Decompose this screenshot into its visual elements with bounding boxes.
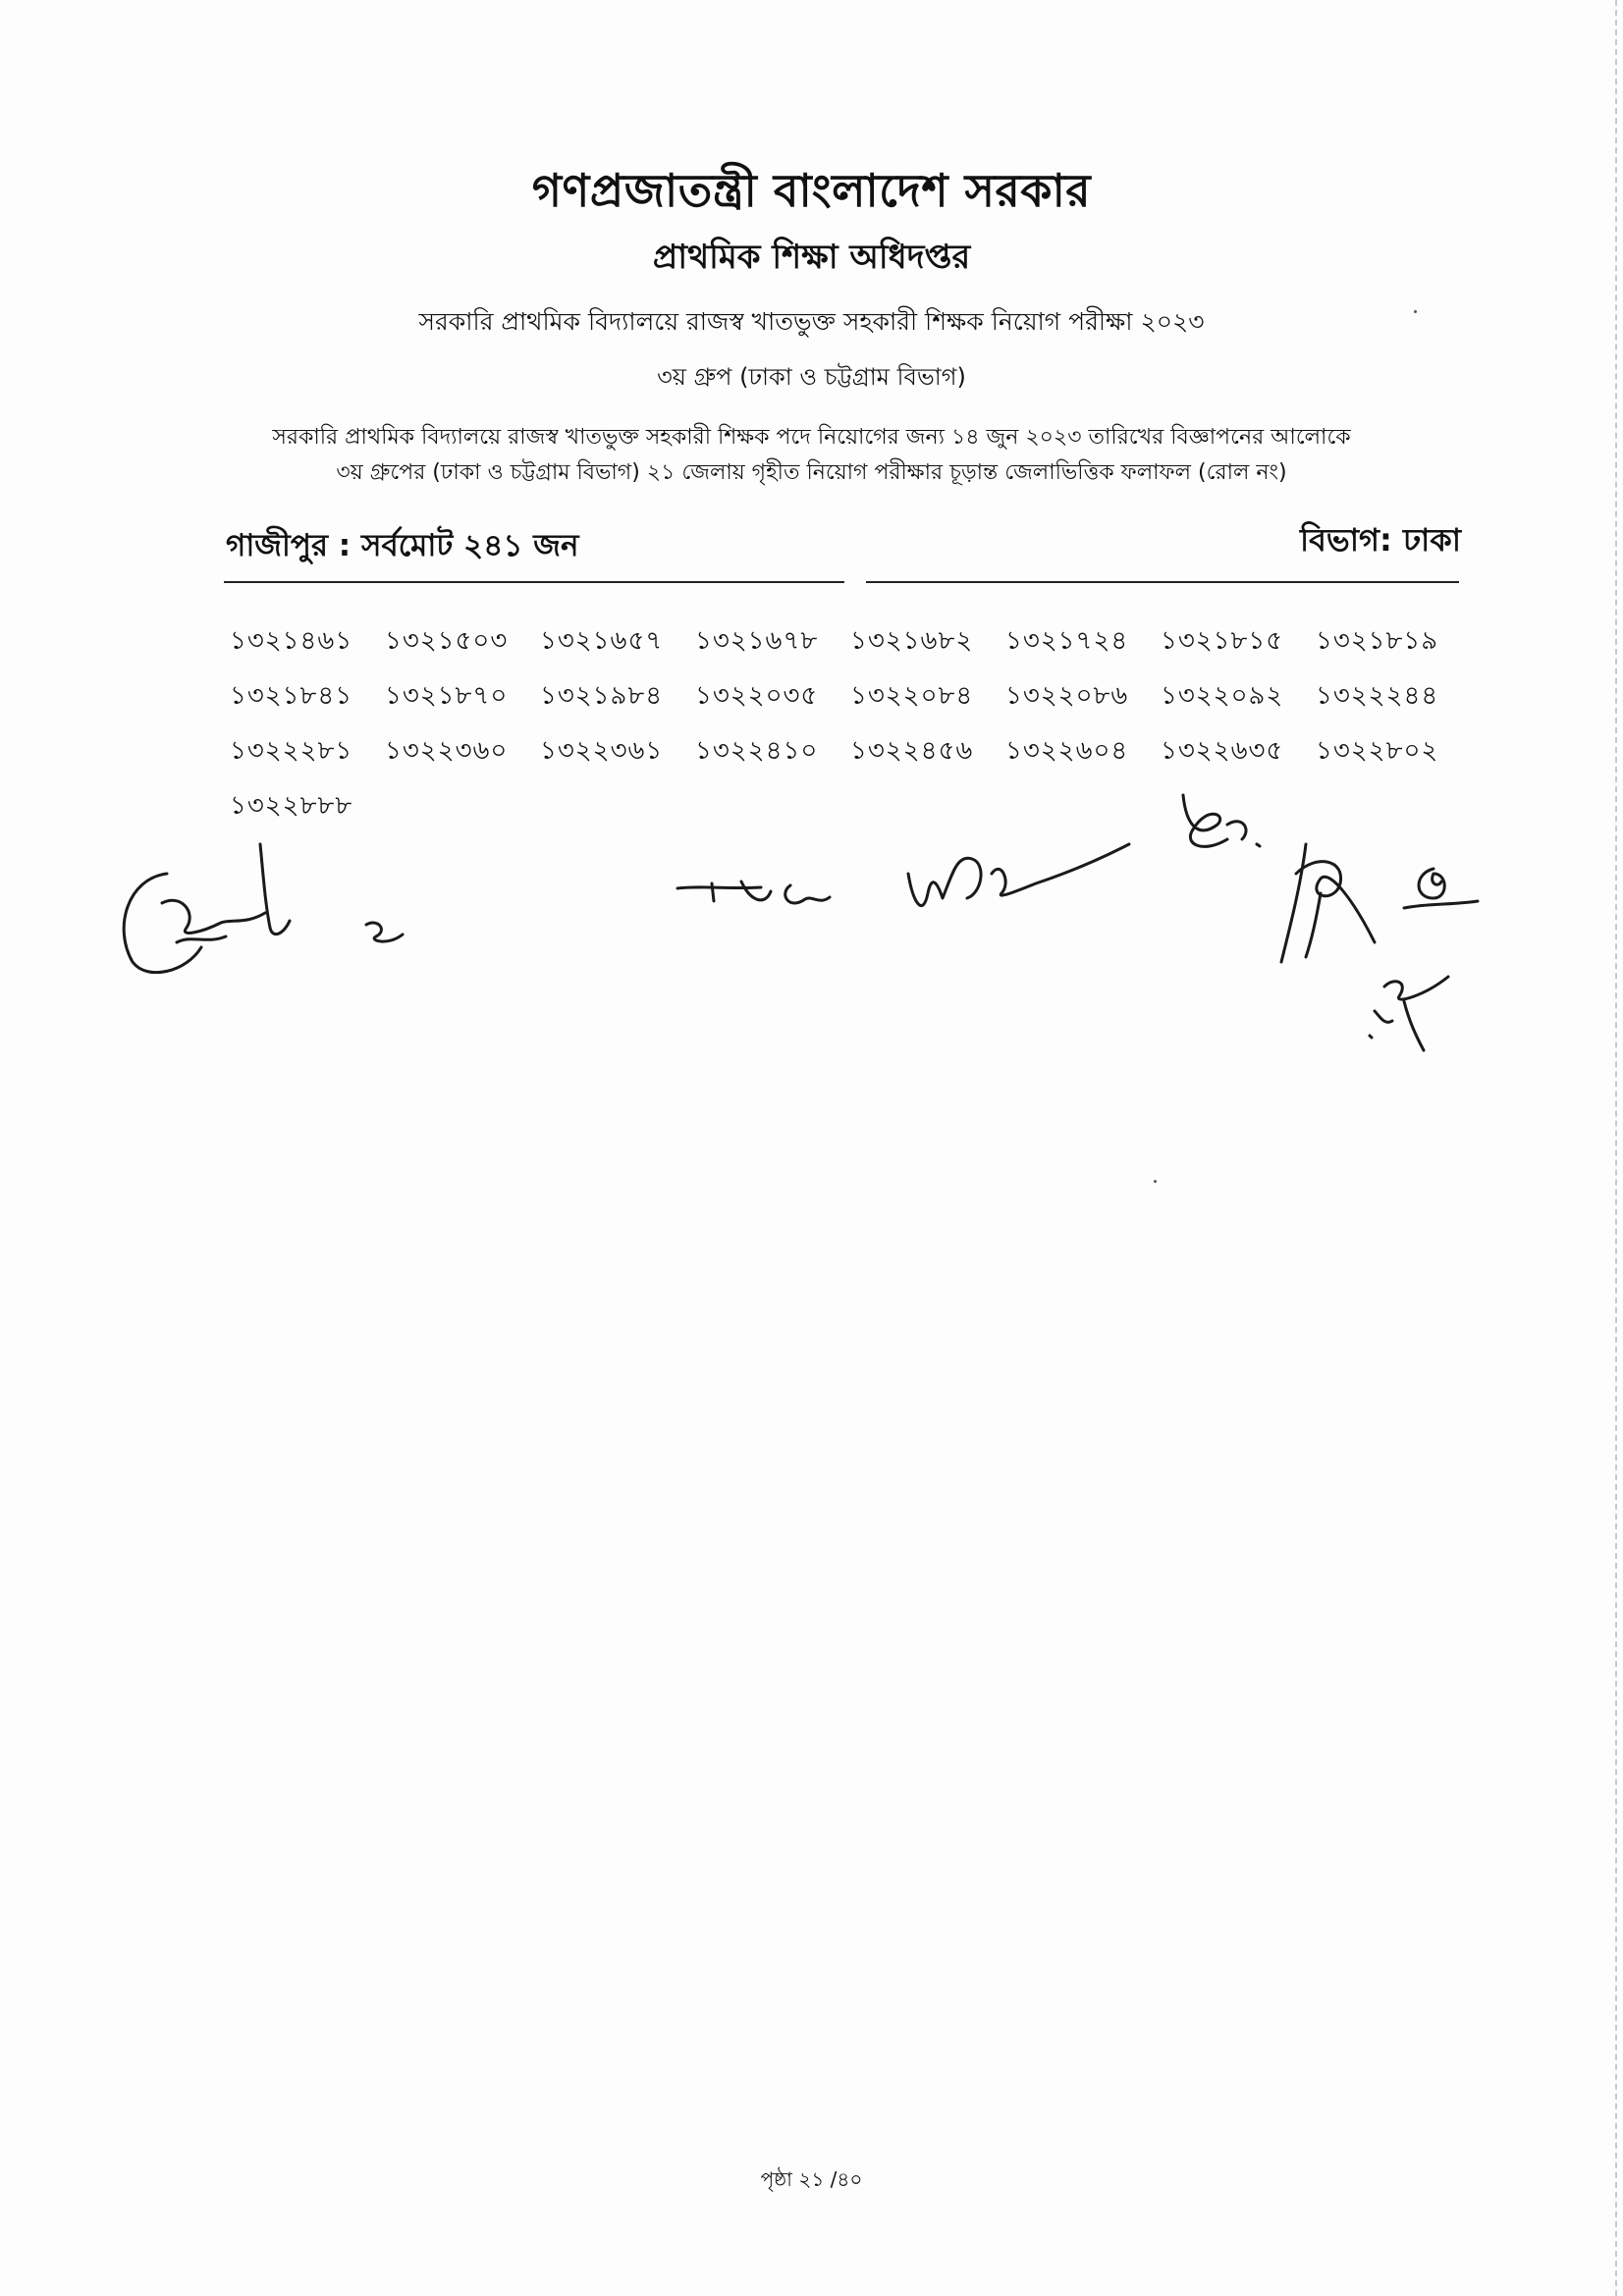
exam-title: সরকারি প্রাথমিক বিদ্যালয়ে রাজস্ব খাতভুক্ত সহকারী শিক্ষক নিয়োগ পরীক্ষা ২০২৩ bbox=[418, 307, 1205, 336]
roll-number: ১৩২২০৯২ bbox=[1161, 681, 1284, 711]
signature-3 bbox=[673, 864, 839, 933]
directorate-title: প্রাথমিক শিক্ষা অধিদপ্তর bbox=[652, 238, 971, 277]
scan-speck bbox=[1154, 1180, 1157, 1183]
division-heading: বিভাগ: ঢাকা bbox=[1299, 521, 1461, 559]
signature-4 bbox=[898, 815, 1144, 933]
roll-number: ১৩২১৮১৫ bbox=[1161, 626, 1284, 656]
page-number: পৃষ্ঠা ২১ /৪০ bbox=[760, 2167, 863, 2191]
roll-number: ১৩২২৬৩৫ bbox=[1161, 736, 1284, 766]
roll-number: ১৩২১৬৫৭ bbox=[540, 626, 664, 656]
roll-number: ১৩২২০৮৪ bbox=[850, 681, 974, 711]
roll-number: ১৩২২৮০২ bbox=[1316, 736, 1439, 766]
district-total-heading: গাজীপুর : সর্বমোট ২৪১ জন bbox=[226, 528, 579, 563]
roll-number: ১৩২২৩৬১ bbox=[540, 736, 664, 766]
scan-speck bbox=[1414, 310, 1417, 313]
roll-number-list bbox=[230, 620, 1487, 840]
roll-number: ১৩২২২৮১ bbox=[230, 736, 353, 766]
notice-text bbox=[0, 420, 1623, 491]
roll-number: ১৩২২৩৬০ bbox=[385, 736, 509, 766]
roll-number: ১৩২১৭২৪ bbox=[1005, 626, 1129, 656]
signature-5 bbox=[1159, 785, 1276, 874]
roll-number: ১৩২১৫০৩ bbox=[385, 626, 509, 656]
roll-number: ১৩২২২৪৪ bbox=[1316, 681, 1439, 711]
signature-7 bbox=[1394, 854, 1483, 923]
signature-1 bbox=[108, 834, 304, 991]
roll-number: ১৩২১৬৭৮ bbox=[695, 626, 819, 656]
group-title: ৩য় গ্রুপ (ঢাকা ও চট্টগ্রাম বিভাগ) bbox=[657, 363, 966, 391]
signature-8 bbox=[1355, 967, 1463, 1060]
roll-number: ১৩২১৪৬১ bbox=[230, 626, 353, 656]
heading-rule-left bbox=[224, 581, 844, 583]
government-title: গণপ্রজাতন্ত্রী বাংলাদেশ সরকার bbox=[531, 164, 1092, 217]
notice-line-2: ৩য় গ্রুপের (ঢাকা ও চট্টগ্রাম বিভাগ) ২১ জেলায় গৃহীত নিয়োগ পরীক্ষার চূড়ান্ত জেলাভিত্তিক ফলাফল (রোল নং) bbox=[336, 460, 1287, 485]
roll-number: ১৩২২৪১০ bbox=[695, 736, 819, 766]
signature-6 bbox=[1267, 834, 1394, 972]
roll-number: ১৩২২৮৮৮ bbox=[230, 791, 353, 821]
roll-number: ১৩২১৮৭০ bbox=[385, 681, 509, 711]
roll-number: ১৩২২৪৫৬ bbox=[850, 736, 974, 766]
roll-number: ১৩২১৯৮৪ bbox=[540, 681, 664, 711]
roll-number: ১৩২২৬০৪ bbox=[1005, 736, 1129, 766]
signature-2 bbox=[358, 913, 417, 952]
roll-number: ১৩২১৮৪১ bbox=[230, 681, 353, 711]
roll-number: ১৩২২০৩৫ bbox=[695, 681, 819, 711]
roll-number: ১৩২১৮১৯ bbox=[1316, 626, 1439, 656]
notice-line-1: সরকারি প্রাথমিক বিদ্যালয়ে রাজস্ব খাতভুক্ত সহকারী শিক্ষক পদে নিয়োগের জন্য ১৪ জুন ২০২৩ তারিখের বিজ্ঞাপনের আলোকে bbox=[272, 425, 1351, 450]
heading-rule-right bbox=[866, 581, 1459, 583]
roll-number: ১৩২২০৮৬ bbox=[1005, 681, 1129, 711]
roll-number: ১৩২১৬৮২ bbox=[850, 626, 974, 656]
